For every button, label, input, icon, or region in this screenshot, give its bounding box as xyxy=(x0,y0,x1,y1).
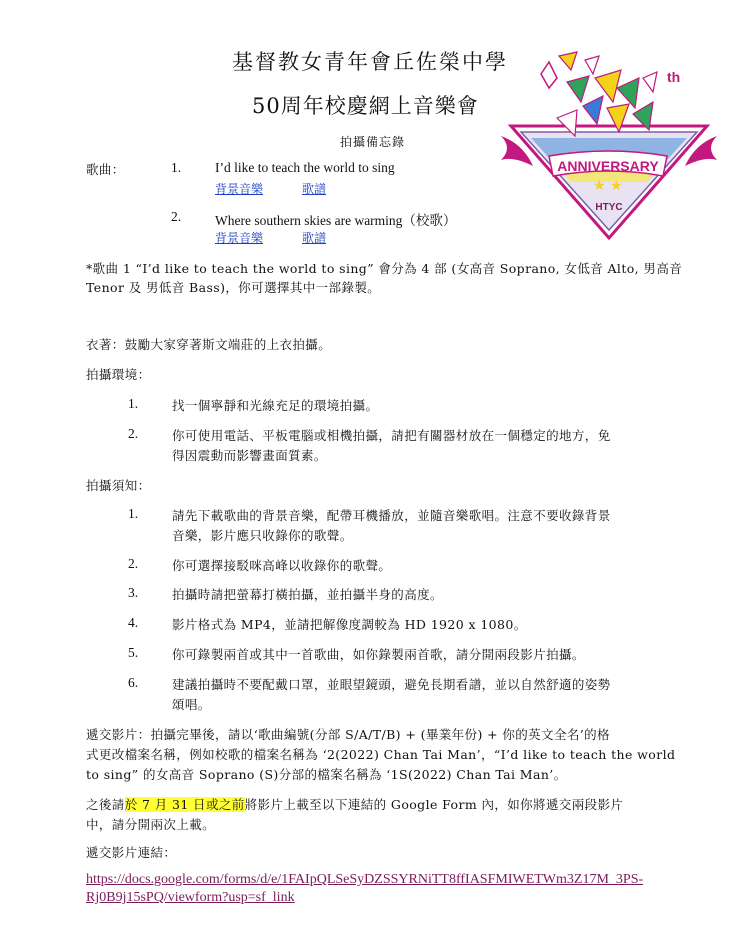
song-2-title: Where southern skies are warming（校歌） xyxy=(215,213,457,228)
song-2-backing-track-link[interactable]: 背景音樂 xyxy=(215,231,264,245)
google-form-link-line1[interactable]: https://docs.google.com/forms/d/e/1FAIpQLSeSyDZSSYRNiTT8ffIASFMIWETWm3Z17M_3PS- xyxy=(86,872,644,887)
notes-item-4-number: 4. xyxy=(128,615,139,630)
notes-item-6-line2: 頌唱。 xyxy=(172,697,211,712)
google-form-link-line2[interactable]: Rj0B9j15sPQ/viewform?usp=sf_link xyxy=(86,890,295,905)
deadline-line2: 中，請分開兩次上載。 xyxy=(86,817,216,832)
anniversary-logo xyxy=(497,48,721,248)
songs-note-line2: Tenor 及 男低音 Bass)，你可選擇其中一部錄製。 xyxy=(86,280,381,295)
notes-item-1-line1: 請先下載歌曲的背景音樂，配帶耳機播放，並隨音樂歌唱。注意不要收錄背景 xyxy=(172,508,611,523)
svg-text:★ ★: ★ ★ xyxy=(593,178,623,194)
song-1-number: 1. xyxy=(171,160,182,175)
logo-banner-text: ANNIVERSARY xyxy=(557,158,659,174)
environment-item-1-text: 找一個寧靜和光線充足的環境拍攝。 xyxy=(172,398,379,413)
song-2-score-link[interactable]: 歌譜 xyxy=(302,231,327,245)
notes-item-5-text: 你可錄製兩首或其中一首歌曲，如你錄製兩首歌，請分開兩段影片拍攝。 xyxy=(172,647,585,662)
environment-item-1-number: 1. xyxy=(128,396,139,411)
songs-note-line1: *歌曲 1 “I’d like to teach the world to sing” 會分為 4 部 (女高音 Soprano, 女低音 Alto, 男高音 xyxy=(86,261,683,276)
notes-item-3-text: 拍攝時請把螢幕打橫拍攝，並拍攝半身的高度。 xyxy=(172,587,443,602)
attire-text: 衣著：鼓勵大家穿著斯文端莊的上衣拍攝。 xyxy=(86,337,332,352)
logo-sup-text: th xyxy=(667,69,681,85)
submission-link-label: 遞交影片連結： xyxy=(86,845,177,860)
notes-label: 拍攝須知： xyxy=(86,478,151,493)
school-name: 基督教女青年會丘佐榮中學 xyxy=(232,50,508,74)
event-title: 50周年校慶網上音樂會 xyxy=(252,94,479,118)
environment-item-2-line2: 得因震動而影響畫面質素。 xyxy=(172,448,327,463)
notes-item-3-number: 3. xyxy=(128,585,139,600)
submission-line2: 式更改檔案名稱，例如校歌的檔案名稱為 ‘2(2022) Chan Tai Man’，“I’d like to teach the world xyxy=(86,747,676,762)
notes-item-2-text: 你可選擇接駁咪高峰以收錄你的歌聲。 xyxy=(172,558,392,573)
submission-line1: 遞交影片：拍攝完畢後，請以‘歌曲編號(分部 S/A/T/B) + (畢業年份) + 你的英文全名’的格 xyxy=(86,727,610,742)
logo-abbr-text: HTYC xyxy=(595,202,623,213)
song-1-score-link[interactable]: 歌譜 xyxy=(302,182,327,196)
notes-item-5-number: 5. xyxy=(128,645,139,660)
songs-label: 歌曲： xyxy=(86,162,125,177)
notes-item-4-text: 影片格式為 MP4，並請把解像度調較為 HD 1920 x 1080。 xyxy=(172,617,527,632)
memo-subtitle: 拍攝備忘錄 xyxy=(340,135,406,149)
deadline-post: 將影片上載至以下連結的 Google Form 內，如你將遞交兩段影片 xyxy=(244,797,624,812)
environment-label: 拍攝環境： xyxy=(86,367,151,382)
submission-line3: to sing” 的女高音 Soprano (S)分部的檔案名稱為 ‘1S(2022) Chan Tai Man’。 xyxy=(86,767,567,782)
deadline-pre: 之後請 xyxy=(86,797,125,812)
environment-item-2-number: 2. xyxy=(128,426,139,441)
notes-item-6-number: 6. xyxy=(128,675,139,690)
deadline-line1 xyxy=(86,795,623,813)
environment-item-2-line1: 你可使用電話、平板電腦或相機拍攝，請把有關器材放在一個穩定的地方，免 xyxy=(172,428,611,443)
notes-item-1-line2: 音樂，影片應只收錄你的歌聲。 xyxy=(172,528,353,543)
deadline-highlight: 於 7 月 31 日或之前 xyxy=(124,797,245,812)
song-1-backing-track-link[interactable]: 背景音樂 xyxy=(215,182,264,196)
notes-item-2-number: 2. xyxy=(128,556,139,571)
notes-item-1-number: 1. xyxy=(128,506,139,521)
song-2-number: 2. xyxy=(171,209,182,224)
notes-item-6-line1: 建議拍攝時不要配戴口罩，並眼望鏡頭，避免長期看譜，並以自然舒適的姿勢 xyxy=(172,677,611,692)
song-1-title: I’d like to teach the world to sing xyxy=(215,160,395,175)
